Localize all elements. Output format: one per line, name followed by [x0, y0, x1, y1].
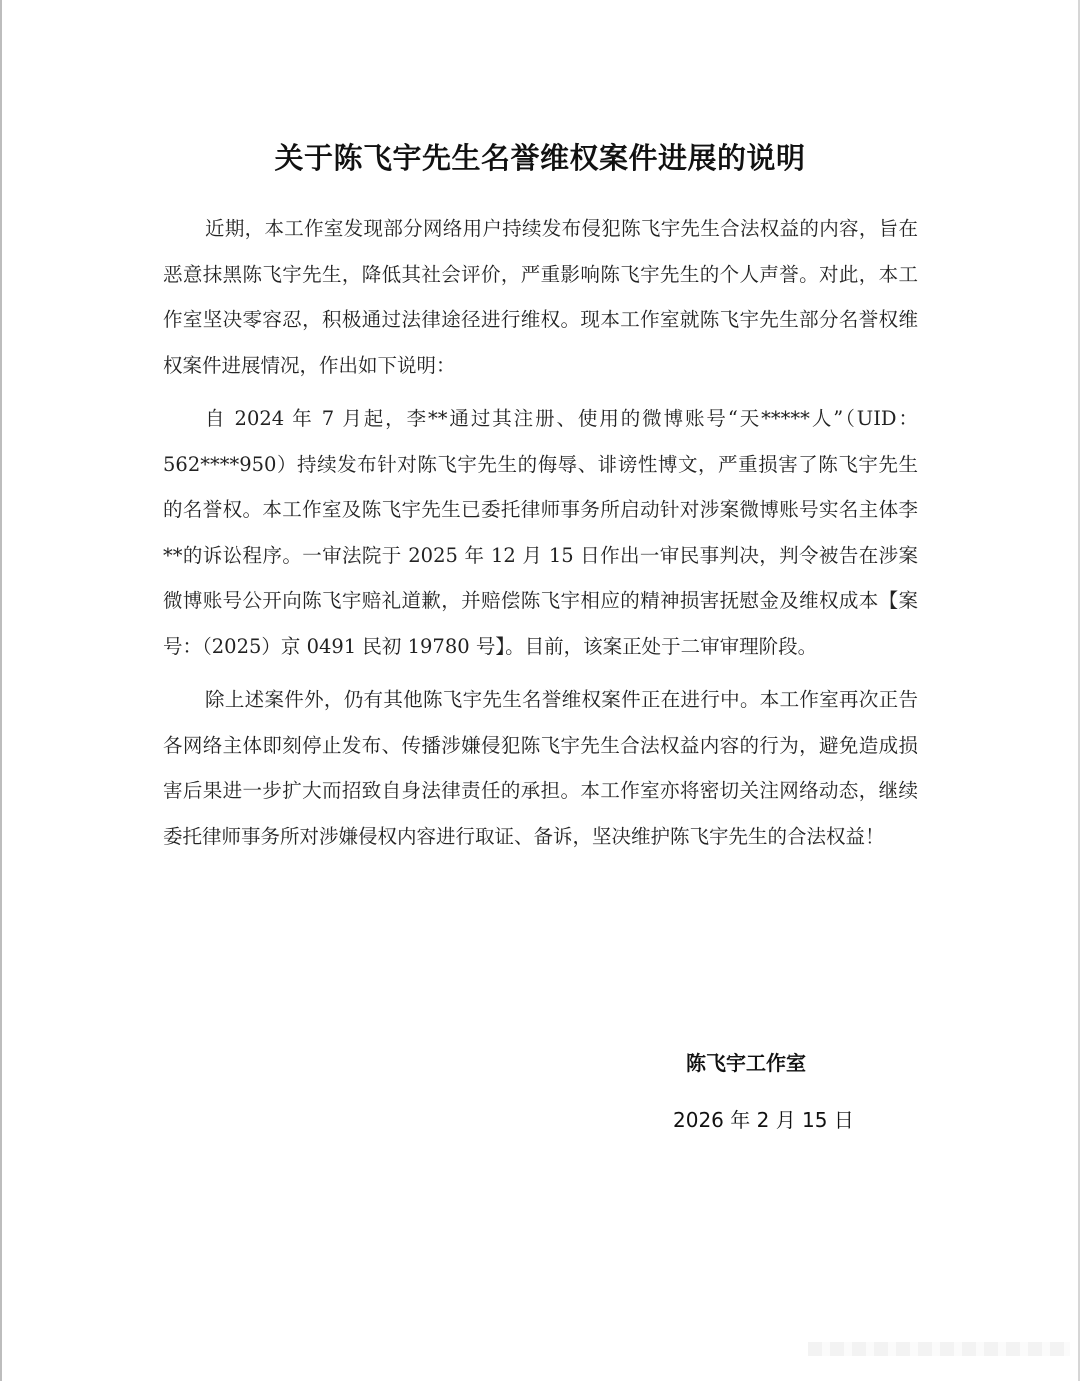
paragraph-intro: 近期，本工作室发现部分网络用户持续发布侵犯陈飞宇先生合法权益的内容，旨在恶意抹黑陈飞宇先生，降低其社会评价，严重影响陈飞宇先生的个人声誉。对此，本工作室坚决零容忍，积极通过法律途径进行维权。现本工作室就陈飞宇先生部分名誉权维权案件进展情况，作出如下说明： [163, 217, 918, 377]
document-body [163, 206, 918, 867]
signature-studio-name: 陈飞宇工作室 [686, 1051, 806, 1075]
paragraph-case-details: 自 2024 年 7 月起，李**通过其注册、使用的微博账号“天*****人”（UID：562****950）持续发布针对陈飞宇先生的侮辱、诽谤性博文，严重损害了陈飞宇先生的名誉权。本工作室及陈飞宇先生已委托律师事务所启动针对涉案微博账号实名主体李**的诉讼程序。一审法院于 2025 年 12 月 15 日作出一审民事判决，判令被告在涉案微博账号公开向陈飞宇赔礼道歉，并赔偿陈飞宇相应的精神损害抚慰金及维权成本【案号：（2025）京 0491 民初 19780 号】。目前，该案正处于二审审理阶段。 [163, 407, 918, 658]
faded-watermark [808, 1342, 1070, 1356]
document-title: 关于陈飞宇先生名誉维权案件进展的说明 [274, 141, 806, 175]
paragraph-warning: 除上述案件外，仍有其他陈飞宇先生名誉维权案件正在进行中。本工作室再次正告各网络主体即刻停止发布、传播涉嫌侵犯陈飞宇先生合法权益内容的行为，避免造成损害后果进一步扩大而招致自身法律责任的承担。本工作室亦将密切关注网络动态，继续委托律师事务所对涉嫌侵权内容进行取证、备诉，坚决维护陈飞宇先生的合法权益！ [163, 688, 918, 848]
signature-date: 2026 年 2 月 15 日 [673, 1108, 854, 1132]
